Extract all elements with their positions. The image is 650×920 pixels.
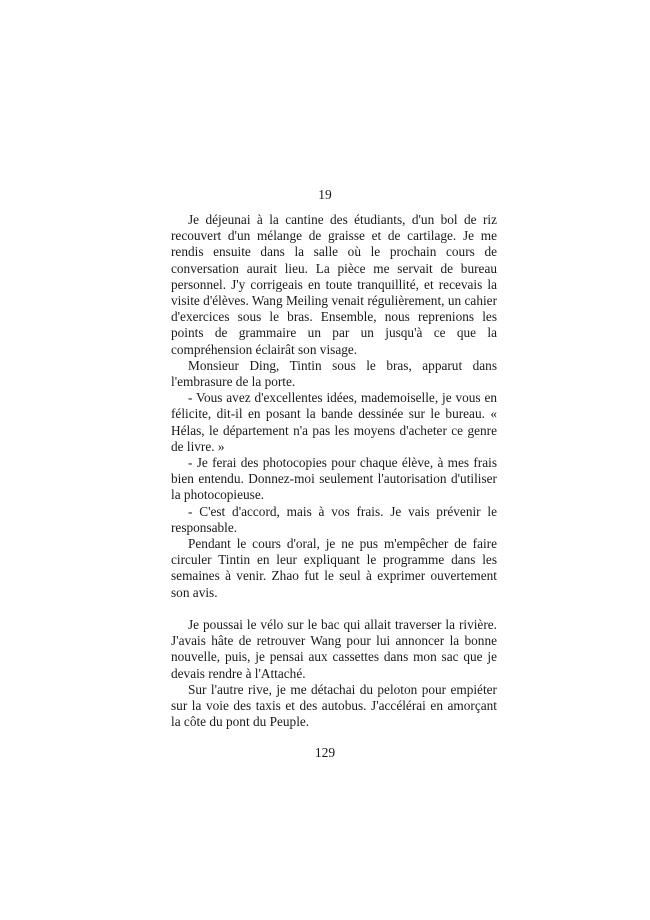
body-text — [171, 212, 497, 730]
chapter-number: 19 — [318, 187, 332, 202]
paragraph-bac: Je poussai le vélo sur le bac qui allait traverser la rivière. J'avais hâte de retrouver Wang pour lui annoncer la bonne nouvelle, puis, je pensai aux cassettes dans mon sac que je devais rendre à l'Attaché. — [171, 617, 497, 681]
paragraph-cours-oral: Pendant le cours d'oral, je ne pus m'empêcher de faire circuler Tintin en leur expliquant le programme dans les semaines à venir. Zhao fut le seul à exprimer ouvertement son avis. — [171, 536, 497, 600]
paragraph-dialogue-ding: - Vous avez d'excellentes idées, mademoiselle, je vous en félicite, dit-il en posant la bande dessinée sur le bureau. « Hélas, le département n'a pas les moyens d'acheter ce genre de livre. » — [171, 390, 497, 454]
paragraph-dialogue-photocopies: - Je ferai des photocopies pour chaque élève, à mes frais bien entendu. Donnez-moi seulement l'autorisation d'utiliser la photocopieuse. — [171, 455, 497, 503]
page-number: 129 — [314, 745, 336, 760]
paragraph-cantine: Je déjeunai à la cantine des étudiants, d'un bol de riz recouvert d'un mélange de graisse et de cartilage. Je me rendis ensuite dans la salle où le prochain cours de conversation aurait lieu. La pièce me servait de bureau personnel. J'y corrigeais en toute tranquillité, et recevais la visite d'élèves. Wang Meiling venait régulièrement, un cahier d'exercices sous le bras. Ensemble, nous reprenions les points de grammaire un par un jusqu'à ce que la compréhension éclairât son visage. — [171, 212, 497, 357]
paragraph-autre-rive: Sur l'autre rive, je me détachai du peloton pour empiéter sur la voie des taxis et des autobus. J'accélérai en amorçant la côte du pont du Peuple. — [171, 681, 497, 730]
section-break — [171, 601, 497, 617]
paragraph-dialogue-accord: - C'est d'accord, mais à vos frais. Je vais prévenir le responsable. — [171, 503, 497, 535]
paragraph-monsieur-ding: Monsieur Ding, Tintin sous le bras, apparut dans l'embrasure de la porte. — [171, 357, 497, 390]
